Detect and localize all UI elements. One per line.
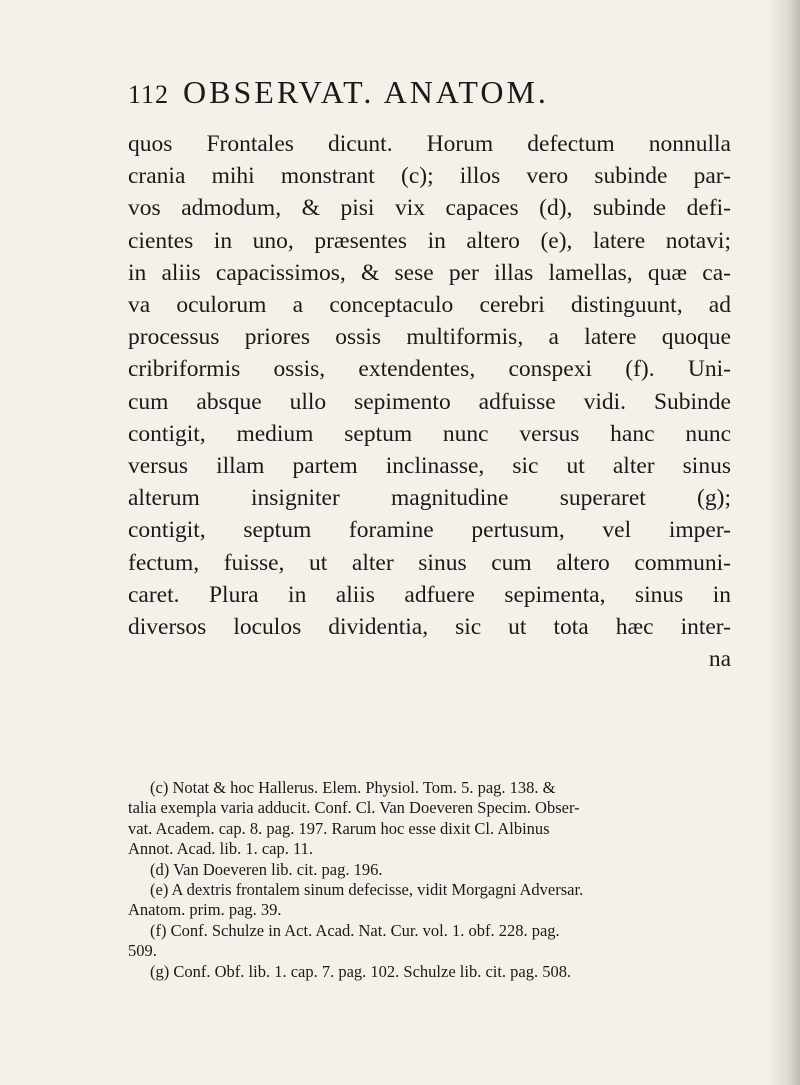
footnote-line: (e) A dextris frontalem sinum defecisse, vidit Morgagni Adversar. xyxy=(150,880,584,900)
main-text xyxy=(128,128,731,675)
page-number: 112 xyxy=(128,80,170,109)
footnote-f xyxy=(128,921,728,962)
text-line: contigit, medium septum nunc versus hanc nunc xyxy=(128,420,731,447)
footnote-g xyxy=(128,962,728,982)
footnote-d xyxy=(128,860,728,880)
text-line: contigit, septum foramine pertusum, vel imper- xyxy=(128,517,731,544)
text-line: vos admodum, & pisi vix capaces (d), subinde defi- xyxy=(128,195,731,222)
text-line: versus illam partem inclinasse, sic ut alter sinus xyxy=(128,453,731,480)
text-line: va oculorum a conceptaculo cerebri distinguunt, ad xyxy=(128,292,731,319)
text-line: quos Frontales dicunt. Horum defectum nonnulla xyxy=(128,131,731,157)
footnote-line: (f) Conf. Schulze in Act. Acad. Nat. Cur. vol. 1. obf. 228. pag. xyxy=(150,920,560,940)
catchword: na xyxy=(708,646,731,673)
text-line: cribriformis ossis, extendentes, conspexi (f). Uni- xyxy=(128,356,731,383)
text-line: crania mihi monstrant (c); illos vero subinde par- xyxy=(128,163,731,190)
footnote-line: (g) Conf. Obf. lib. 1. cap. 7. pag. 102. Schulze lib. cit. pag. 508. xyxy=(150,961,572,981)
text-line: processus priores ossis multiformis, a latere quoque xyxy=(128,324,731,351)
text-line: in aliis capacissimos, & sese per illas lamellas, quæ ca- xyxy=(128,259,731,286)
footnote-line: 509. xyxy=(128,941,157,961)
text-line: cientes in uno, præsentes in altero (e), latere notavi; xyxy=(128,227,731,254)
footnote-e xyxy=(128,880,728,921)
text-line: alterum insigniter magnitudine superaret (g); xyxy=(128,485,731,512)
running-header xyxy=(128,74,728,111)
page-gutter-shadow xyxy=(766,0,800,1085)
text-line: cum absque ullo sepimento adfuisse vidi. Subinde xyxy=(128,388,731,415)
footnotes xyxy=(128,778,728,982)
running-title: OBSERVAT. ANATOM. xyxy=(183,74,549,110)
footnote-line: (d) Van Doeveren lib. cit. pag. 196. xyxy=(150,859,383,879)
text-line: diversos loculos dividentia, sic ut tota hæc inter- xyxy=(128,614,731,641)
text-line: caret. Plura in aliis adfuere sepimenta, sinus in xyxy=(128,581,731,608)
footnote-line: (c) Notat & hoc Hallerus. Elem. Physiol. Tom. 5. pag. 138. & xyxy=(150,778,556,797)
footnote-line: vat. Academ. cap. 8. pag. 197. Rarum hoc esse dixit Cl. Albinus xyxy=(128,818,550,838)
footnote-c xyxy=(128,778,728,860)
text-line: fectum, fuisse, ut alter sinus cum altero communi- xyxy=(128,549,731,576)
footnote-line: Anatom. prim. pag. 39. xyxy=(128,900,282,920)
footnote-line: talia exempla varia adducit. Conf. Cl. Van Doeveren Specim. Obser- xyxy=(128,798,580,818)
footnote-line: Annot. Acad. lib. 1. cap. 11. xyxy=(128,839,313,859)
